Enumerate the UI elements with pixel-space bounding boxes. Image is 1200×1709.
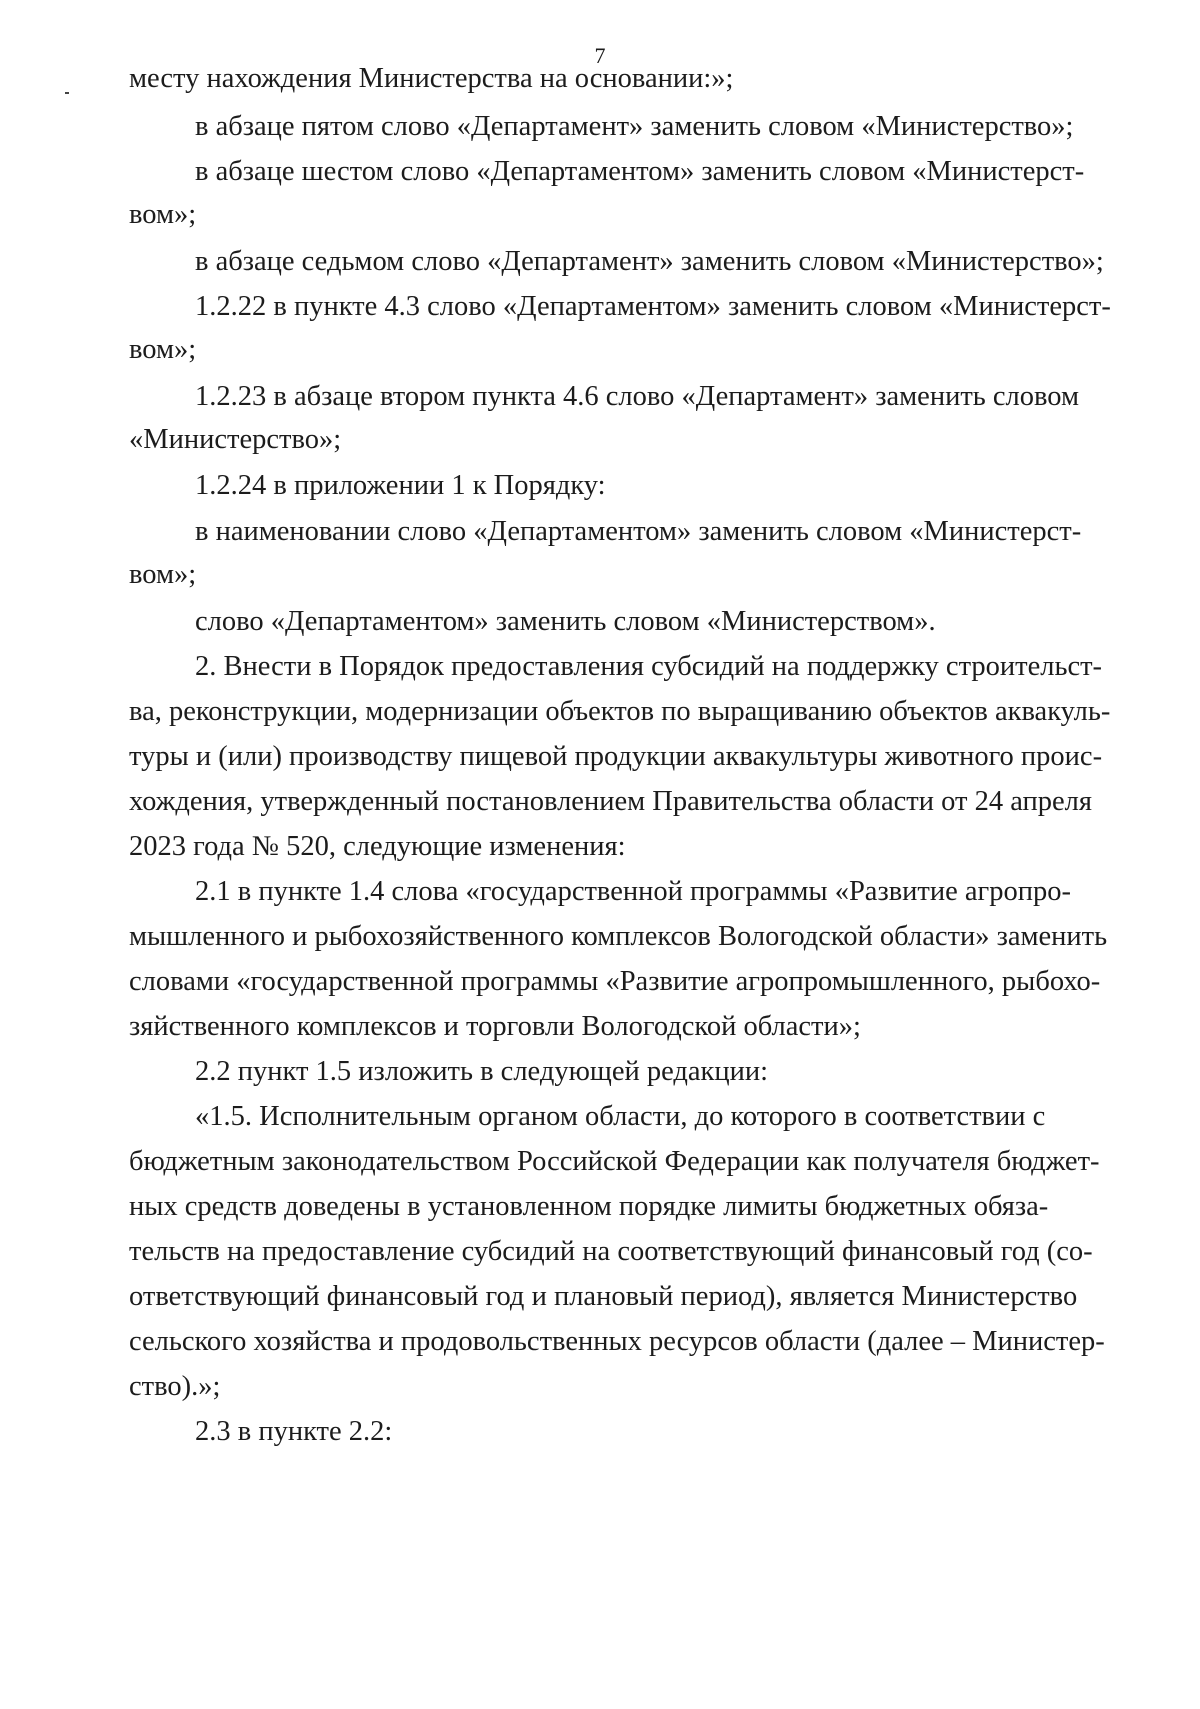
text-line: в наименовании слово «Департаментом» заменить словом «Министерст- bbox=[195, 516, 1082, 547]
text-line: ных средств доведены в установленном порядке лимиты бюджетных обяза- bbox=[129, 1191, 1049, 1222]
text-line: 2. Внести в Порядок предоставления субсидий на поддержку строительст- bbox=[195, 651, 1103, 682]
text-line: 1.2.23 в абзаце втором пункта 4.6 слово «Департамент» заменить словом bbox=[195, 381, 1080, 412]
text-line: 2023 года № 520, следующие изменения: bbox=[129, 831, 626, 862]
text-line: 1.2.24 в приложении 1 к Порядку: bbox=[195, 470, 606, 501]
text-line: вом»; bbox=[129, 334, 197, 365]
text-line: хождения, утвержденный постановлением Правительства области от 24 апреля bbox=[129, 786, 1092, 817]
text-line: ва, реконструкции, модернизации объектов по выращиванию объектов аквакуль- bbox=[129, 696, 1111, 727]
text-line: сельского хозяйства и продовольственных ресурсов области (далее – Министер- bbox=[129, 1326, 1105, 1357]
text-line: ответствующий финансовый год и плановый период), является Министерство bbox=[129, 1281, 1078, 1312]
text-line: «Министерство»; bbox=[129, 424, 342, 455]
text-line: вом»; bbox=[129, 559, 197, 590]
text-line: бюджетным законодательством Российской Федерации как получателя бюджет- bbox=[129, 1146, 1100, 1177]
text-line: вом»; bbox=[129, 199, 197, 230]
text-line: мышленного и рыбохозяйственного комплексов Вологодской области» заменить bbox=[129, 921, 1108, 952]
text-line: слово «Департаментом» заменить словом «Министерством». bbox=[195, 606, 936, 637]
text-line: в абзаце пятом слово «Департамент» заменить словом «Министерство»; bbox=[195, 111, 1074, 142]
text-line: зяйственного комплексов и торговли Вологодской области»; bbox=[129, 1011, 861, 1042]
text-line: месту нахождения Министерства на основании:»; bbox=[129, 63, 734, 94]
text-line: ство).»; bbox=[129, 1371, 221, 1402]
text-line: «1.5. Исполнительным органом области, до которого в соответствии с bbox=[195, 1101, 1046, 1132]
page-number: 7 bbox=[594, 43, 606, 68]
text-line: 2.1 в пункте 1.4 слова «государственной программы «Развитие агропро- bbox=[195, 876, 1071, 907]
text-line: 1.2.22 в пункте 4.3 слово «Департаментом» заменить словом «Министерст- bbox=[195, 291, 1111, 322]
text-line: словами «государственной программы «Развитие агропромышленного, рыбохо- bbox=[129, 966, 1101, 997]
text-line: тельств на предоставление субсидий на соответствующий финансовый год (со- bbox=[129, 1236, 1093, 1267]
text-line: в абзаце шестом слово «Департаментом» заменить словом «Министерст- bbox=[195, 156, 1085, 187]
text-line: туры и (или) производству пищевой продукции аквакультуры животного проис- bbox=[129, 741, 1103, 772]
text-line: 2.3 в пункте 2.2: bbox=[195, 1416, 393, 1447]
text-line: в абзаце седьмом слово «Департамент» заменить словом «Министерство»; bbox=[195, 246, 1104, 277]
scan-speck bbox=[65, 92, 69, 94]
text-line: 2.2 пункт 1.5 изложить в следующей редакции: bbox=[195, 1056, 769, 1087]
